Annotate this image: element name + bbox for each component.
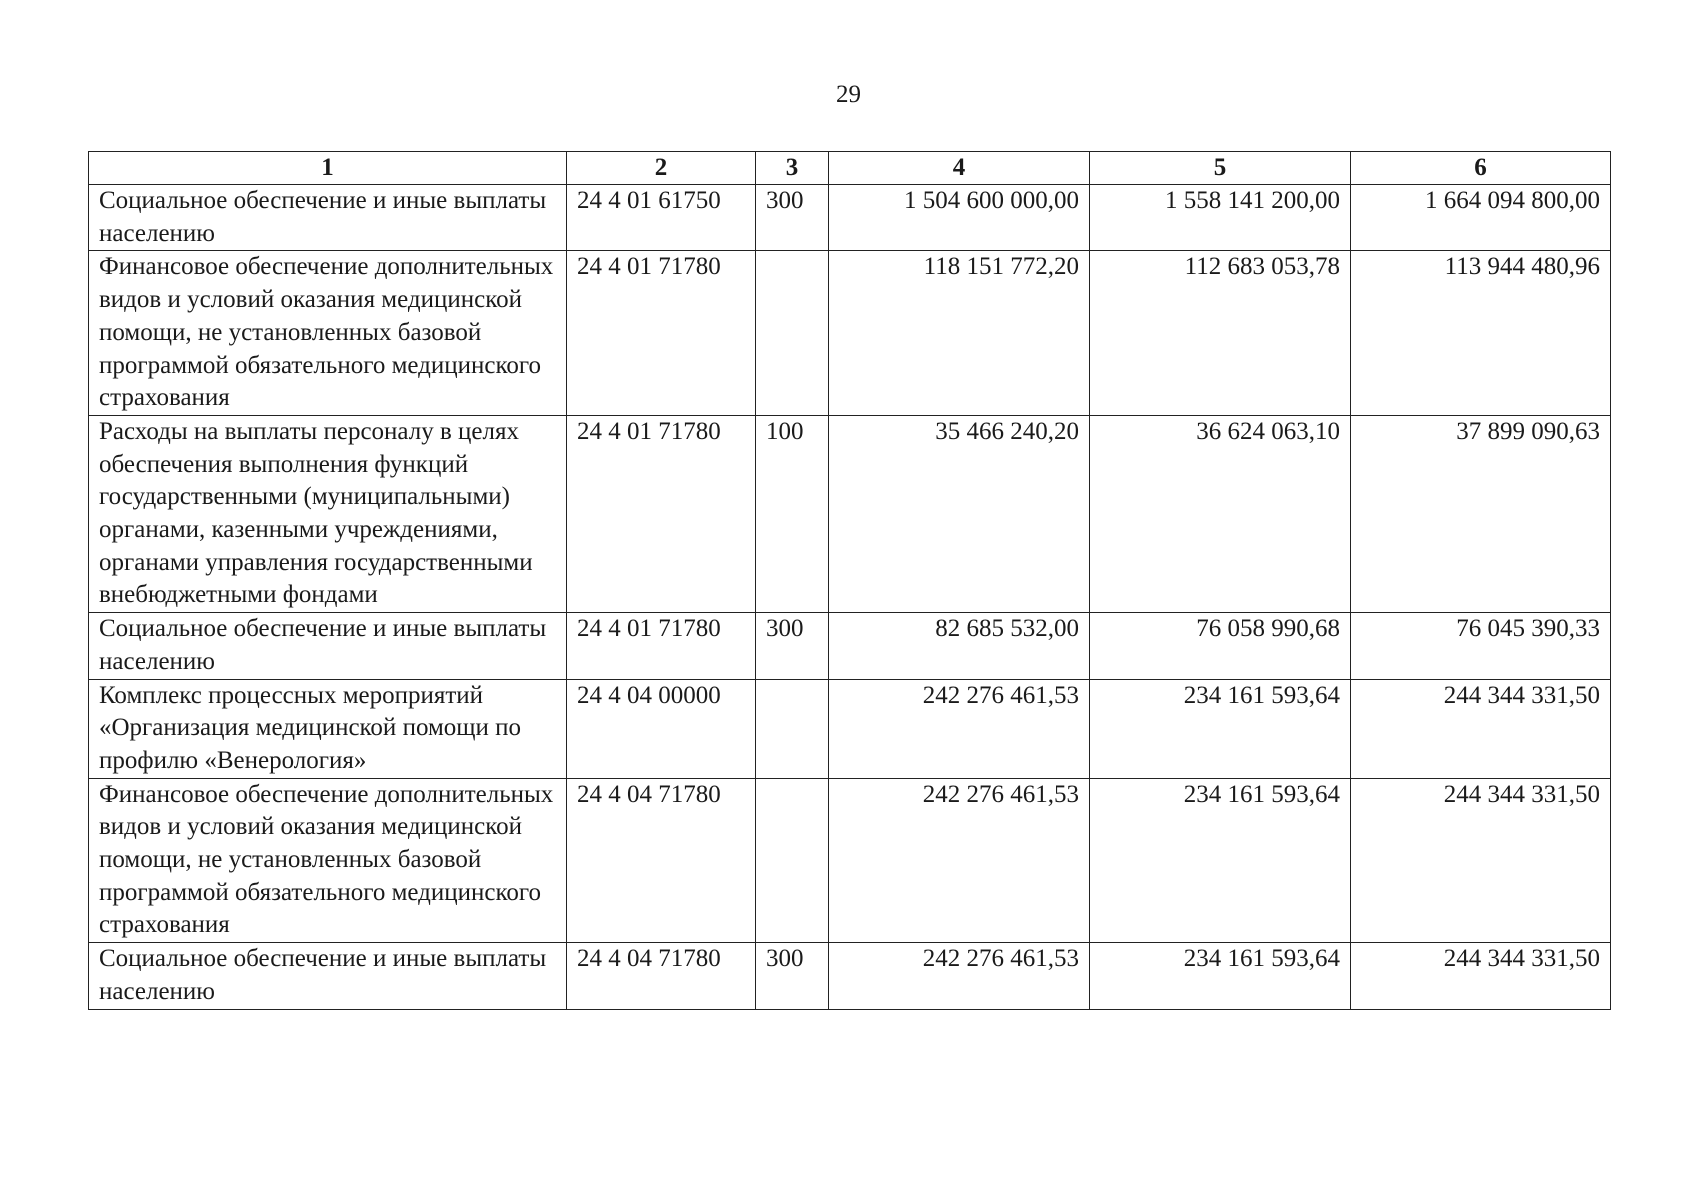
- column-header: 5: [1090, 152, 1351, 185]
- table-row: [89, 251, 1611, 416]
- row-value-4: 242 276 461,53: [829, 679, 1090, 778]
- row-expense-type: 300: [756, 943, 829, 1009]
- row-code: 24 4 04 00000: [567, 679, 756, 778]
- row-value-6: 37 899 090,63: [1351, 415, 1611, 612]
- header-row: [89, 152, 1611, 185]
- row-value-4: 35 466 240,20: [829, 415, 1090, 612]
- column-header: 4: [829, 152, 1090, 185]
- row-value-4: 82 685 532,00: [829, 613, 1090, 679]
- table-row: [89, 943, 1611, 1009]
- row-name: Социальное обеспечение и иные выплаты населению: [89, 185, 567, 251]
- row-expense-type: [756, 251, 829, 416]
- row-value-4: 242 276 461,53: [829, 943, 1090, 1009]
- row-value-6: 113 944 480,96: [1351, 251, 1611, 416]
- table-row: [89, 679, 1611, 778]
- row-value-4: 1 504 600 000,00: [829, 185, 1090, 251]
- row-value-5: 234 161 593,64: [1090, 778, 1351, 943]
- row-expense-type: 300: [756, 185, 829, 251]
- row-expense-type: [756, 679, 829, 778]
- row-value-5: 234 161 593,64: [1090, 679, 1351, 778]
- budget-table: [88, 151, 1611, 1010]
- row-value-6: 244 344 331,50: [1351, 778, 1611, 943]
- row-name: Финансовое обеспечение дополнительных видов и условий оказания медицинской помощи, не установленных базовой программой обязательного медицинского страхования: [89, 778, 567, 943]
- row-expense-type: [756, 778, 829, 943]
- column-header: 1: [89, 152, 567, 185]
- table-row: [89, 778, 1611, 943]
- row-value-5: 1 558 141 200,00: [1090, 185, 1351, 251]
- row-name: Комплекс процессных мероприятий «Организация медицинской помощи по профилю «Венерология»: [89, 679, 567, 778]
- row-name: Расходы на выплаты персоналу в целях обеспечения выполнения функций государственными (муниципальными) органами, казенными учреждениями, органами управления государственными внебюджетными фондами: [89, 415, 567, 612]
- column-header: 3: [756, 152, 829, 185]
- page-number: 29: [836, 81, 861, 108]
- row-code: 24 4 01 71780: [567, 613, 756, 679]
- row-code: 24 4 04 71780: [567, 778, 756, 943]
- row-code: 24 4 01 61750: [567, 185, 756, 251]
- row-name: Финансовое обеспечение дополнительных видов и условий оказания медицинской помощи, не установленных базовой программой обязательного медицинского страхования: [89, 251, 567, 416]
- row-value-4: 118 151 772,20: [829, 251, 1090, 416]
- row-value-5: 112 683 053,78: [1090, 251, 1351, 416]
- row-value-6: 1 664 094 800,00: [1351, 185, 1611, 251]
- row-value-6: 244 344 331,50: [1351, 679, 1611, 778]
- row-code: 24 4 01 71780: [567, 415, 756, 612]
- table-row: [89, 185, 1611, 251]
- row-value-5: 234 161 593,64: [1090, 943, 1351, 1009]
- row-value-5: 36 624 063,10: [1090, 415, 1351, 612]
- column-header: 6: [1351, 152, 1611, 185]
- row-value-4: 242 276 461,53: [829, 778, 1090, 943]
- table-row: [89, 613, 1611, 679]
- row-value-6: 76 045 390,33: [1351, 613, 1611, 679]
- row-value-5: 76 058 990,68: [1090, 613, 1351, 679]
- row-expense-type: 300: [756, 613, 829, 679]
- column-header: 2: [567, 152, 756, 185]
- row-code: 24 4 01 71780: [567, 251, 756, 416]
- table-row: [89, 415, 1611, 612]
- row-name: Социальное обеспечение и иные выплаты населению: [89, 943, 567, 1009]
- row-expense-type: 100: [756, 415, 829, 612]
- row-value-6: 244 344 331,50: [1351, 943, 1611, 1009]
- row-name: Социальное обеспечение и иные выплаты населению: [89, 613, 567, 679]
- row-code: 24 4 04 71780: [567, 943, 756, 1009]
